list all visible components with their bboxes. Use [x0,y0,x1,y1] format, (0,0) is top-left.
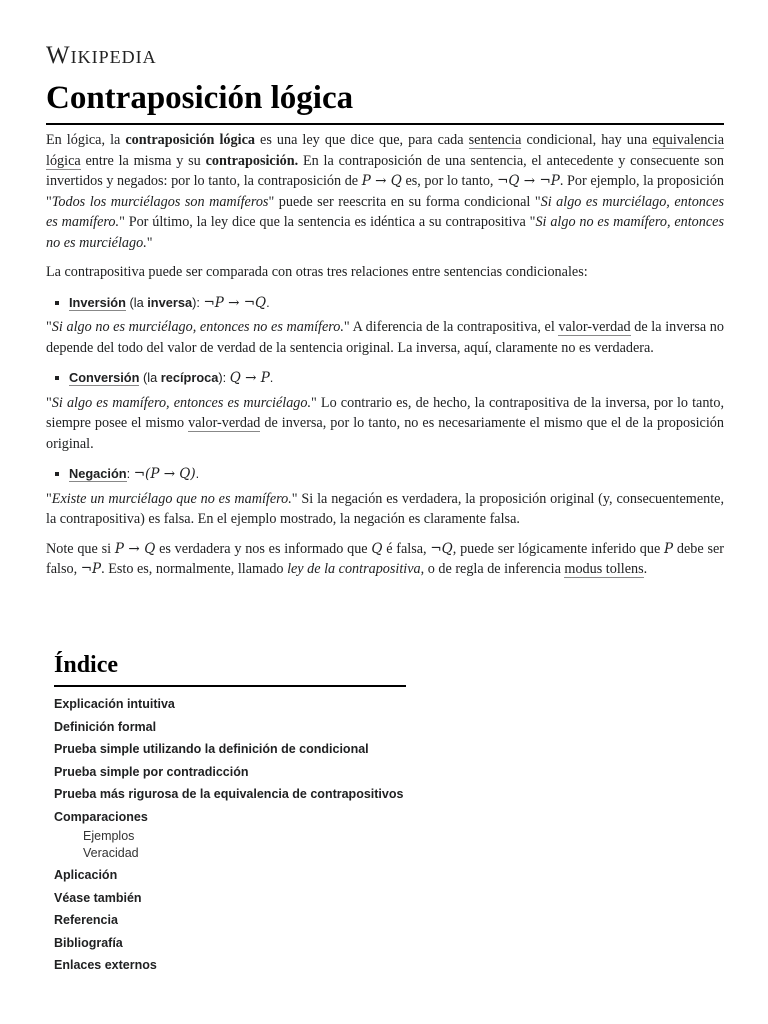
list-item-negacion [46,464,724,485]
text: es, por lo tanto, [401,173,498,189]
modus-tollens-paragraph [46,539,724,580]
text: " Por último, la ley dice que la sentencia es idéntica a su contrapositiva " [119,214,536,230]
toc-title: Índice [54,652,406,687]
italic-quote: Todos los murciélagos son mamíferos [51,193,269,210]
text: : [126,466,134,481]
toc-item[interactable]: Referencia [54,913,118,927]
math-formula: Q [371,540,383,557]
text: . Esto es, normalmente, llamado [101,561,288,577]
text: " [146,234,153,251]
toc-list [54,693,406,977]
italic-quote: Si algo es mamífero, entonces es murciélago. [51,394,312,411]
text: (la [125,294,148,310]
text: , puede ser lógicamente inferido que [452,540,665,557]
text: En la contraposición de una sentencia, el antecedente y consecuente son invertidos y negados: por lo tanto, la contraposición de [46,152,724,189]
italic-quote: Si algo no es murciélago, entonces no es mamífero. [51,319,344,335]
italic-quote: Si algo no es mamífero, entonces no es murciélago. [46,214,724,251]
text: es verdadera y nos es informado que [155,540,372,557]
toc-subitem[interactable]: Veracidad [83,846,139,860]
text: En lógica, la [46,132,126,148]
toc-subitem[interactable]: Ejemplos [83,829,135,843]
text: de inversa, por lo tanto, no es necesariamente el mismo que el de la proposición original. [46,415,724,452]
inversion-paragraph [46,317,724,358]
toc-item[interactable]: Prueba simple utilizando la definición de condicional [54,742,369,756]
math-formula: ¬P [80,561,102,577]
text: " [46,319,52,335]
text: ): [192,294,204,310]
text: , o de regla de inferencia [420,561,565,577]
toc-item[interactable]: Bibliografía [54,935,123,950]
text: Note que si [46,540,115,557]
toc-item[interactable]: Enlaces externos [54,958,157,972]
math-formula: P → Q [361,173,402,189]
table-of-contents [54,652,406,977]
link-valor-verdad[interactable]: valor-verdad [188,415,261,431]
link-sentencia[interactable]: sentencia [468,132,522,148]
text: entre la misma y su [80,152,206,169]
text: " [46,490,52,507]
list-item-conversion [46,368,724,389]
wikipedia-logo[interactable]: Wikipedia [46,42,157,69]
list-item-inversion [46,293,724,314]
bold-term: contraposición. [205,152,299,169]
link-valor-verdad[interactable]: valor-verdad [558,319,631,335]
math-formula: P [664,540,674,557]
link-negacion[interactable]: Negación [69,466,127,481]
link-conversion[interactable]: Conversión [69,370,140,385]
toc-item[interactable]: Véase también [54,890,142,905]
link-modus-tollens[interactable]: modus tollens [564,561,644,577]
text: " Si la negación es verdadera, la proposición original (y, consecuentemente, la contrapositiva) es falsa. En el ejemplo mostrado, la negación es claramente falsa. [46,490,724,527]
italic-quote: Si algo es murciélago, entonces es mamífero. [46,193,724,230]
comparison-intro: La contrapositiva puede ser comparada con otras tres relaciones entre sentencias condicionales: [46,264,588,280]
bold-term: recíproca [160,370,219,385]
text: " A diferencia de la contrapositiva, el [343,319,559,335]
link-equivalencia-logica[interactable]: equivalencia lógica [46,132,725,169]
text: " [46,394,52,411]
math-formula: Q → P [229,370,270,386]
conversion-paragraph [46,393,724,455]
text: . [266,294,270,310]
page-title: Contraposición lógica [46,80,724,125]
text: de la inversa no depende del todo del valor de verdad de la sentencia original. La inversa, aquí, claramente no es verdadera. [46,319,724,356]
math-formula: P → Q [114,540,156,557]
text: " puede ser reescrita en su forma condicional " [268,193,541,210]
math-formula: ¬Q → ¬P [497,173,560,189]
text: é falsa, [382,540,431,557]
text: " Lo contrario es, de hecho, la contrapositiva de la inversa, por lo tanto, siempre posee el mismo [46,394,724,431]
toc-item[interactable]: Definición formal [54,719,157,734]
italic-quote: Existe un murciélago que no es mamífero. [51,490,292,507]
text: (la [139,370,161,385]
text: debe ser falso, [46,540,724,577]
toc-item[interactable]: Comparaciones [54,809,148,824]
article-body [46,130,724,589]
italic-term: ley de la contrapositiva [287,561,421,577]
math-formula: ¬(P → Q) [133,466,196,482]
math-formula: ¬P → ¬Q [203,294,267,311]
text: . [195,466,200,481]
text: condicional, hay una [521,132,653,148]
math-formula: ¬Q [430,540,453,557]
text: . [643,561,648,577]
negation-paragraph [46,489,724,530]
toc-item[interactable]: Aplicación [54,868,118,882]
text: es una ley que dice que, para cada [254,132,469,148]
bold-term: contraposición lógica [125,132,255,148]
link-inversion[interactable]: Inversión [69,294,126,310]
intro-paragraph [46,130,724,253]
text: . Por ejemplo, la proposición " [46,173,724,210]
toc-item[interactable]: Prueba más rigurosa de la equivalencia de contrapositivos [54,787,404,801]
toc-item[interactable]: Explicación intuitiva [54,697,175,711]
text: ): [218,370,230,385]
text: . [269,370,274,385]
toc-item[interactable]: Prueba simple por contradicción [54,764,249,779]
bold-term: inversa [147,294,193,310]
